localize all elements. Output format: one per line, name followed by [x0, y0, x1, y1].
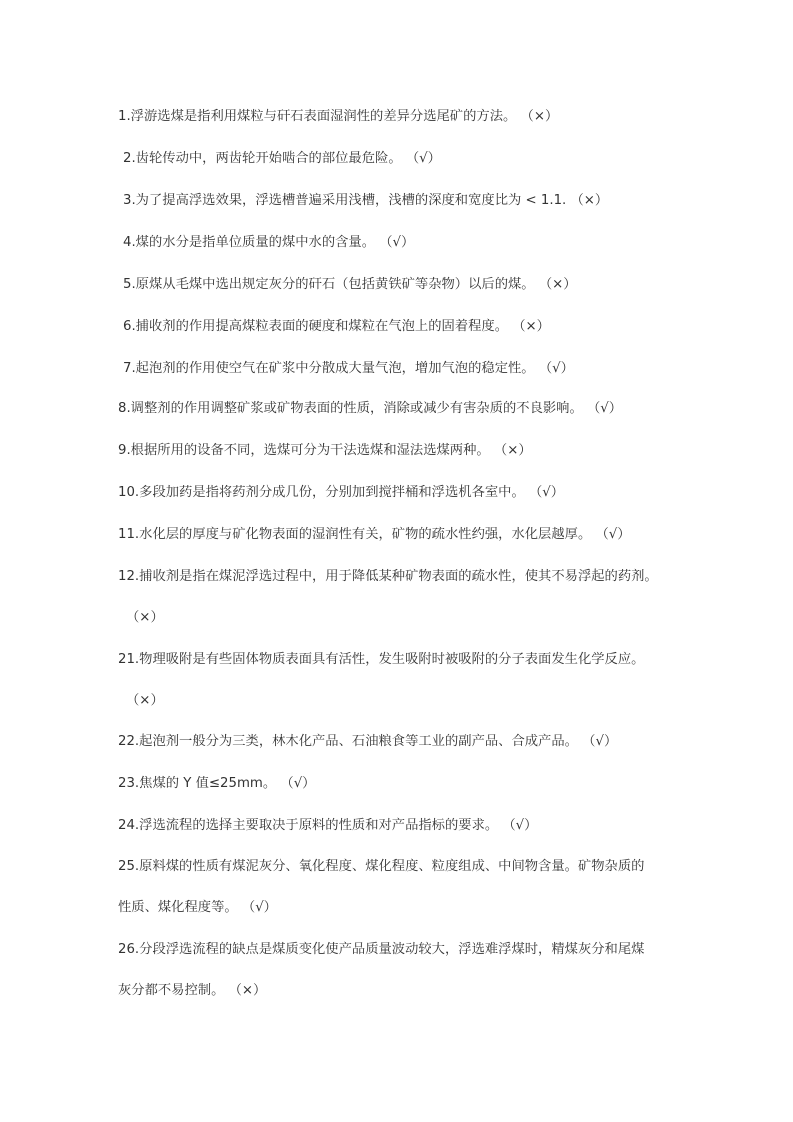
- question-7: 7.起泡剂的作用使空气在矿浆中分散成大量气泡，增加气泡的稳定性。 （√）: [123, 361, 574, 376]
- question-8: 8.调整剂的作用调整矿浆或矿物表面的性质，消除或减少有害杂质的不良影响。 （√）: [118, 401, 623, 416]
- question-12-answer: （×）: [126, 610, 164, 625]
- question-2: 2.齿轮传动中，两齿轮开始啮合的部位最危险。 （√）: [123, 151, 441, 166]
- question-24: 24.浮选流程的选择主要取决于原料的性质和对产品指标的要求。 （√）: [118, 818, 538, 833]
- question-21-answer: （×）: [126, 693, 164, 708]
- question-22: 22.起泡剂一般分为三类，林木化产品、石油粮食等工业的副产品、合成产品。 （√）: [118, 734, 618, 749]
- question-5: 5.原煤从毛煤中选出规定灰分的矸石（包括黄铁矿等杂物）以后的煤。 （×）: [123, 277, 577, 292]
- question-4: 4.煤的水分是指单位质量的煤中水的含量。 （√）: [123, 235, 415, 250]
- question-10: 10.多段加药是指将药剂分成几份，分别加到搅拌桶和浮选机各室中。 （√）: [118, 485, 565, 500]
- question-12: 12.捕收剂是指在煤泥浮选过程中，用于降低某种矿物表面的疏水性，使其不易浮起的药剂。: [118, 569, 658, 584]
- question-23: 23.焦煤的 Y 值≤25mm。 （√）: [118, 776, 316, 791]
- question-26-continued: 灰分都不易控制。 （×）: [118, 983, 267, 998]
- question-11: 11.水化层的厚度与矿化物表面的湿润性有关，矿物的疏水性约强，水化层越厚。 （√）: [118, 527, 631, 542]
- question-25: 25.原料煤的性质有煤泥灰分、氧化程度、煤化程度、粒度组成、中间物含量。矿物杂质的: [118, 859, 645, 874]
- question-21: 21.物理吸附是有些固体物质表面具有活性，发生吸附时被吸附的分子表面发生化学反应。: [118, 652, 645, 667]
- question-9: 9.根据所用的设备不同，选煤可分为干法选煤和湿法选煤两种。 （×）: [118, 443, 532, 458]
- question-26: 26.分段浮选流程的缺点是煤质变化使产品质量波动较大，浮选难浮煤时，精煤灰分和尾煤: [118, 942, 645, 957]
- question-25-continued: 性质、煤化程度等。 （√）: [118, 900, 277, 915]
- question-3: 3.为了提高浮选效果，浮选槽普遍采用浅槽，浅槽的深度和宽度比为 < 1.1. （×）: [123, 193, 609, 208]
- question-6: 6.捕收剂的作用提高煤粒表面的硬度和煤粒在气泡上的固着程度。 （×）: [123, 319, 550, 334]
- question-1: 1.浮游选煤是指利用煤粒与矸石表面湿润性的差异分选尾矿的方法。 （×）: [118, 109, 559, 124]
